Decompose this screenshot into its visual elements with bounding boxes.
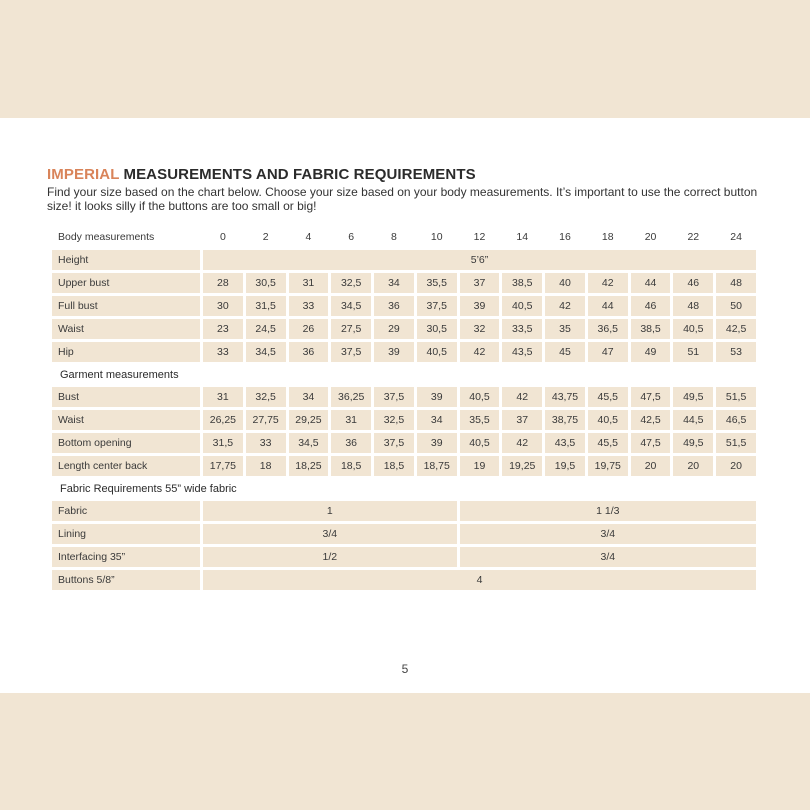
measurement-cell: 39 [417, 433, 457, 453]
measurement-cell: 37 [502, 410, 542, 430]
measurement-cell: 31 [203, 387, 243, 407]
measurement-cell: 49,5 [673, 433, 713, 453]
measurement-cell: 49,5 [673, 387, 713, 407]
fabric-row [52, 547, 756, 567]
garment-measurement-row [52, 456, 756, 476]
measurement-cell: 35,5 [460, 410, 500, 430]
measurement-cell: 19,25 [502, 456, 542, 476]
measurement-cell: 26 [289, 319, 329, 339]
garment-measurement-row [52, 387, 756, 407]
measurement-cell: 32 [460, 319, 500, 339]
measurement-cell: 47,5 [631, 433, 671, 453]
measurement-cell: 40,5 [417, 342, 457, 362]
measurement-cell: 36 [374, 296, 414, 316]
measurement-cell: 47 [588, 342, 628, 362]
measurement-cell: 31 [331, 410, 371, 430]
measurement-cell: 30,5 [417, 319, 457, 339]
measurement-cell: 50 [716, 296, 756, 316]
measurement-cell: 37,5 [331, 342, 371, 362]
measurement-cell: 36,5 [588, 319, 628, 339]
measurement-cell: 32,5 [246, 387, 286, 407]
measurement-cell: 42 [545, 296, 585, 316]
row-label: Upper bust [52, 273, 200, 293]
measurement-cell: 47,5 [631, 387, 671, 407]
body-measurement-row [52, 342, 756, 362]
measurement-cell: 32,5 [374, 410, 414, 430]
size-header: 18 [601, 231, 614, 243]
measurement-cell: 44 [631, 273, 671, 293]
row-label: Hip [52, 342, 200, 362]
title-text: MEASUREMENTS AND FABRIC REQUIREMENTS [119, 166, 476, 183]
measurement-cell: 37,5 [374, 387, 414, 407]
measurement-cell: 48 [716, 273, 756, 293]
row-label: Full bust [52, 296, 200, 316]
measurement-cell: 40 [545, 273, 585, 293]
measurement-cell: 43,5 [545, 433, 585, 453]
title-accent: IMPERIAL [47, 166, 120, 183]
measurement-cell: 18,5 [331, 456, 371, 476]
measurement-cell: 18 [246, 456, 286, 476]
measurement-cell: 33 [246, 433, 286, 453]
size-header: 4 [305, 231, 312, 243]
measurement-cell: 32,5 [331, 273, 371, 293]
measurement-cell: 34 [417, 410, 457, 430]
page-number: 5 [401, 662, 409, 676]
size-header: 8 [391, 231, 397, 243]
section-heading-fabric: Fabric Requirements 55” wide fabric [60, 482, 237, 495]
size-header: 20 [644, 231, 657, 243]
measurement-cell: 24,5 [246, 319, 286, 339]
measurement-cell: 42 [460, 342, 500, 362]
fabric-amount-small-sizes: 3/4 [203, 524, 457, 544]
measurement-cell: 45 [545, 342, 585, 362]
measurement-cell: 34 [374, 273, 414, 293]
size-header: 0 [219, 231, 226, 243]
fabric-amount-large-sizes: 3/4 [460, 524, 756, 544]
measurement-cell: 38,5 [631, 319, 671, 339]
measurement-cell: 40,5 [460, 387, 500, 407]
measurement-cell: 20 [631, 456, 671, 476]
row-label: Interfacing 35” [52, 547, 200, 567]
buttons-row [52, 570, 756, 590]
row-label: Fabric [52, 501, 200, 521]
height-value: 5’6” [203, 250, 756, 270]
measurement-cell: 36 [331, 433, 371, 453]
measurement-cell: 40,5 [460, 433, 500, 453]
row-label: Buttons 5/8” [52, 570, 200, 590]
row-label: Height [52, 250, 200, 270]
measurement-cell: 34,5 [331, 296, 371, 316]
measurement-cell: 33,5 [502, 319, 542, 339]
fabric-row [52, 501, 756, 521]
measurement-cell: 35 [545, 319, 585, 339]
measurement-cell: 42,5 [716, 319, 756, 339]
fabric-amount-small-sizes: 1/2 [203, 547, 457, 567]
measurement-cell: 31,5 [246, 296, 286, 316]
body-measurement-row [52, 273, 756, 293]
measurement-cell: 40,5 [588, 410, 628, 430]
document-page [0, 118, 810, 693]
measurement-cell: 44 [588, 296, 628, 316]
measurement-cell: 38,75 [545, 410, 585, 430]
fabric-amount-small-sizes: 1 [203, 501, 457, 521]
measurement-cell: 43,75 [545, 387, 585, 407]
size-header: 16 [559, 231, 571, 243]
garment-measurement-row [52, 433, 756, 453]
measurement-cell: 51,5 [716, 433, 756, 453]
measurement-cell: 36 [289, 342, 329, 362]
measurement-cell: 29,25 [289, 410, 329, 430]
measurement-cell: 31,5 [203, 433, 243, 453]
measurement-cell: 35,5 [417, 273, 457, 293]
garment-measurement-row [52, 410, 756, 430]
measurement-cell: 19 [460, 456, 500, 476]
measurement-cell: 34,5 [246, 342, 286, 362]
size-chart-table [49, 224, 759, 593]
intro-text: Find your size based on the chart below. Choose your size based on your body measurements. It’s important to use the correct button size! it looks silly if the buttons are too small or big! [47, 185, 758, 213]
measurement-cell: 46,5 [716, 410, 756, 430]
measurement-cell: 40,5 [673, 319, 713, 339]
section-row [52, 365, 756, 384]
measurement-cell: 40,5 [502, 296, 542, 316]
measurement-cell: 53 [716, 342, 756, 362]
measurement-cell: 20 [673, 456, 713, 476]
measurement-cell: 36,25 [331, 387, 371, 407]
measurement-cell: 42 [588, 273, 628, 293]
measurement-cell: 37,5 [374, 433, 414, 453]
measurement-cell: 43,5 [502, 342, 542, 362]
measurement-cell: 33 [289, 296, 329, 316]
measurement-cell: 45,5 [588, 387, 628, 407]
measurement-cell: 30,5 [246, 273, 286, 293]
measurement-cell: 42 [502, 433, 542, 453]
measurement-cell: 42 [502, 387, 542, 407]
size-header: 22 [687, 231, 700, 243]
height-row [52, 250, 756, 270]
size-header: 2 [262, 231, 269, 243]
measurement-cell: 39 [374, 342, 414, 362]
fabric-amount-large-sizes: 3/4 [460, 547, 756, 567]
section-heading-garment: Garment measurements [60, 368, 179, 381]
column-header-label: Body measurements [58, 231, 155, 243]
measurement-cell: 23 [203, 319, 243, 339]
measurement-cell: 42,5 [631, 410, 671, 430]
measurement-cell: 18,5 [374, 456, 414, 476]
row-label: Lining [52, 524, 200, 544]
measurement-cell: 19,75 [588, 456, 628, 476]
size-header: 6 [348, 231, 355, 243]
size-header: 14 [516, 231, 529, 243]
measurement-cell: 33 [203, 342, 243, 362]
measurement-cell: 37 [460, 273, 500, 293]
measurement-cell: 44,5 [673, 410, 713, 430]
measurement-cell: 49 [631, 342, 671, 362]
measurement-cell: 38,5 [502, 273, 542, 293]
measurement-cell: 17,75 [203, 456, 243, 476]
measurement-cell: 31 [289, 273, 329, 293]
size-header: 24 [730, 231, 742, 243]
measurement-cell: 48 [673, 296, 713, 316]
row-label: Bottom opening [52, 433, 200, 453]
row-label: Waist [52, 319, 200, 339]
measurement-cell: 34,5 [289, 433, 329, 453]
fabric-amount-large-sizes: 1 1/3 [460, 501, 756, 521]
measurement-cell: 51 [673, 342, 713, 362]
measurement-cell: 30 [203, 296, 243, 316]
measurement-cell: 26,25 [203, 410, 243, 430]
measurement-cell: 51,5 [716, 387, 756, 407]
measurement-cell: 27,5 [331, 319, 371, 339]
measurement-cell: 34 [289, 387, 329, 407]
measurement-cell: 18,25 [289, 456, 329, 476]
measurement-cell: 37,5 [417, 296, 457, 316]
measurement-cell: 46 [631, 296, 671, 316]
measurement-cell: 28 [203, 273, 243, 293]
buttons-amount: 4 [203, 570, 756, 590]
row-label: Length center back [52, 456, 200, 476]
fabric-row [52, 524, 756, 544]
measurement-cell: 39 [460, 296, 500, 316]
measurement-cell: 18,75 [417, 456, 457, 476]
body-measurement-row [52, 319, 756, 339]
size-header: 10 [430, 231, 443, 243]
measurement-cell: 39 [417, 387, 457, 407]
measurement-cell: 45,5 [588, 433, 628, 453]
body-measurement-row [52, 296, 756, 316]
measurement-cell: 19,5 [545, 456, 585, 476]
measurement-cell: 29 [374, 319, 414, 339]
header-row [52, 227, 756, 247]
measurement-cell: 46 [673, 273, 713, 293]
size-header: 12 [473, 231, 486, 243]
row-label: Waist [52, 410, 200, 430]
measurement-cell: 20 [716, 456, 756, 476]
page-title [47, 166, 476, 183]
row-label: Bust [52, 387, 200, 407]
measurement-cell: 27,75 [246, 410, 286, 430]
section-row [52, 479, 756, 498]
